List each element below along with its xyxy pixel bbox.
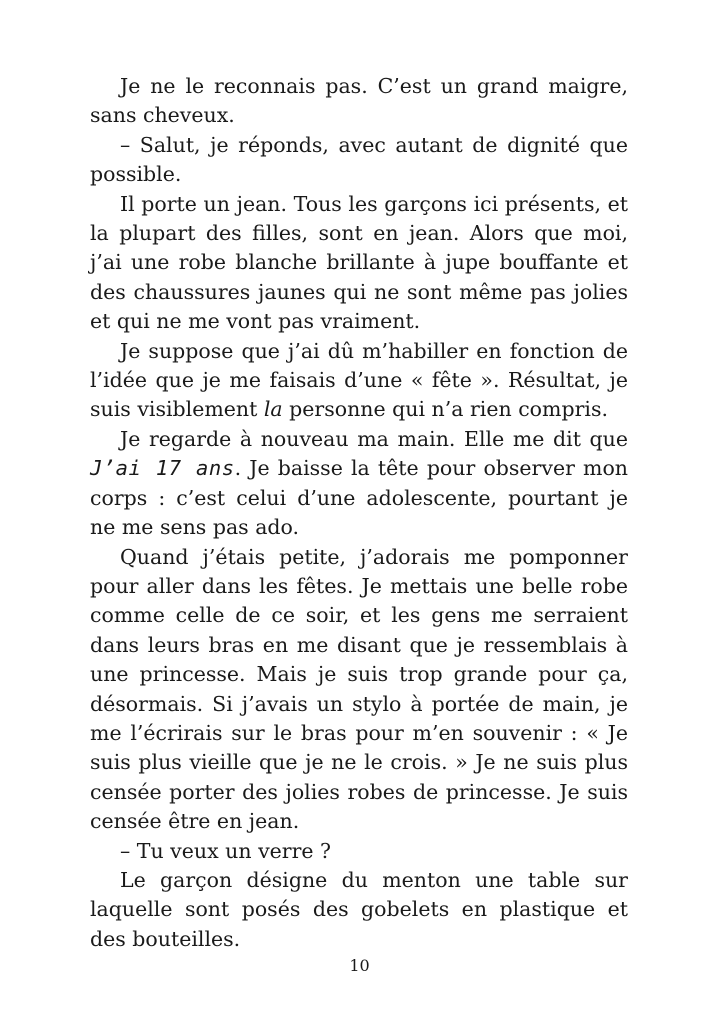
paragraph: Je ne le reconnais pas. C’est un grand maigre, sans cheveux. — [90, 74, 628, 128]
paragraph-text: Je suppose que j’ai dû m’habiller en fonction de l’idée que je me faisais d’une « fête ». Résultat, je suis visiblement — [90, 338, 628, 422]
paragraph-text: . Je baisse la tête pour observer mon corps : c’est celui d’une adolescente, pourtant je ne me sens pas ado. — [90, 456, 629, 540]
handwritten-text: J’ai 17 ans — [90, 456, 235, 481]
paragraph-text: Je regarde à nouveau ma main. Elle me dit que — [120, 426, 628, 451]
paragraph: Quand j’étais petite, j’adorais me pomponner pour aller dans les fêtes. Je mettais une belle robe comme celle de ce soir, et les gens me serraient dans leurs bras en me disant que je ressemblais à une princesse. Mais je suis trop grande pour ça, désormais. Si j’avais un stylo à portée de main, je me l’écrirais sur le bras pour m’en souvenir : « Je suis plus vieille que je ne le crois. » Je ne suis plus censée porter des jolies robes de princesse. Je suis censée être en jean. — [90, 544, 628, 834]
emphasis-text: la — [263, 397, 283, 422]
paragraph — [90, 425, 628, 543]
paragraph: Il porte un jean. Tous les garçons ici présents, et la plupart des filles, sont en jean. Alors que moi, j’ai une robe blanche brillante à jupe bouffante et des chaussures jaunes qui ne sont même pas jolies et qui ne me vont pas vraiment. — [90, 191, 628, 334]
paragraph-text: personne qui n’a rien compris. — [282, 397, 608, 422]
paragraph: Le garçon désigne du menton une table sur laquelle sont posés des gobelets en plastique et des bouteilles. — [90, 867, 628, 951]
page-number: 10 — [349, 956, 370, 975]
body-text — [90, 72, 628, 954]
paragraph: – Tu veux un verre ? — [120, 838, 332, 863]
paragraph — [90, 337, 628, 425]
paragraph: – Salut, je réponds, avec autant de dignité que possible. — [90, 132, 628, 187]
